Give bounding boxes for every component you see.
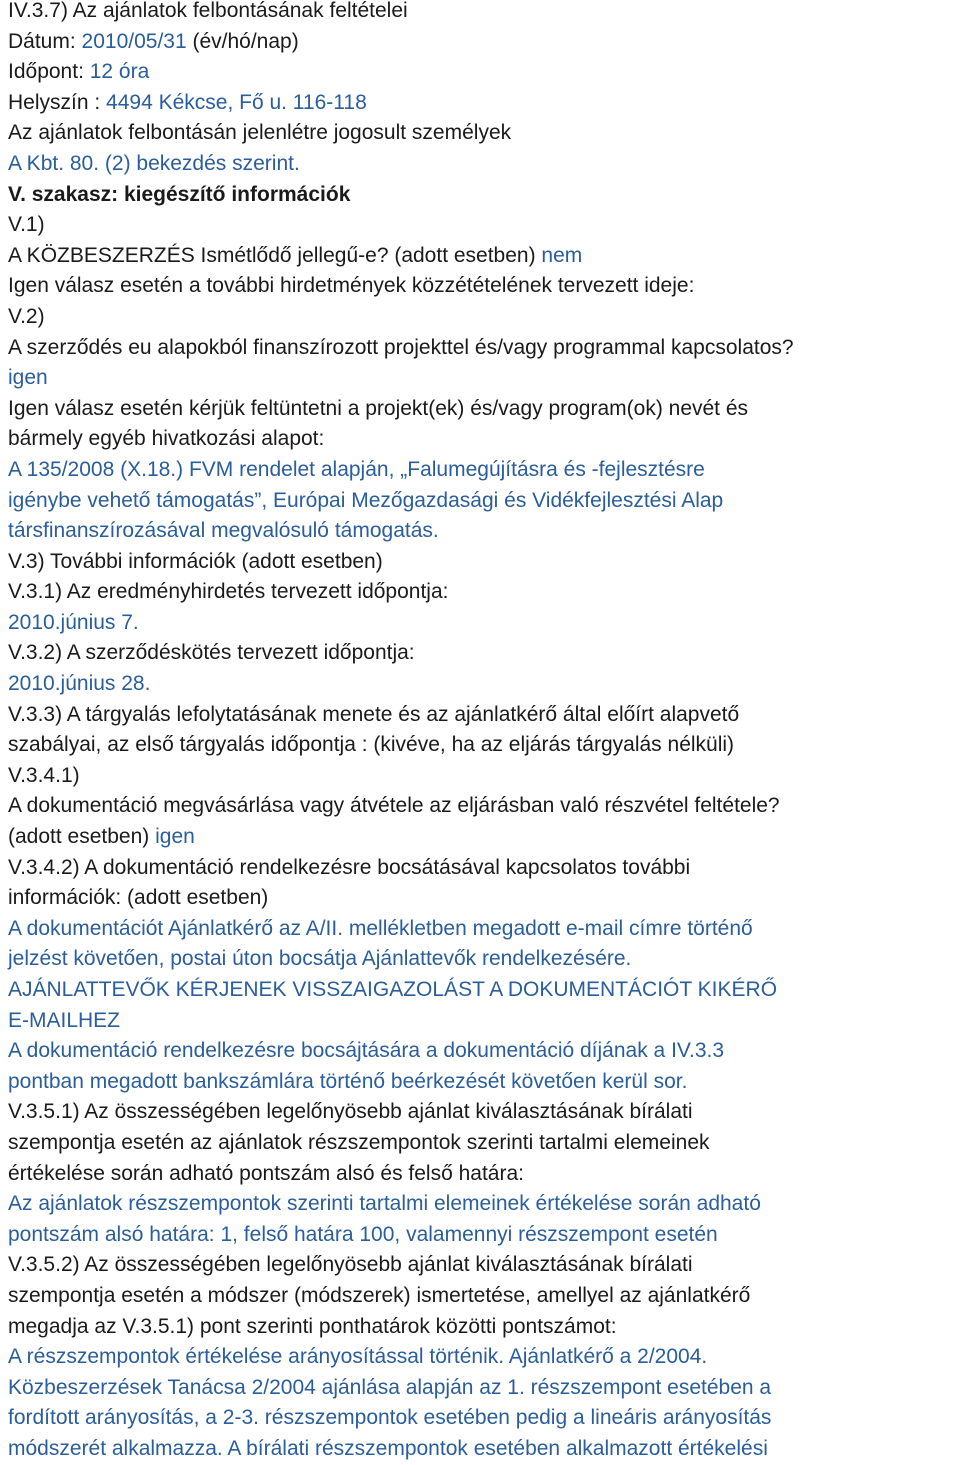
line-text: V.3.3) A tárgyalás lefolytatásának menete és az ajánlatkérő által előírt alapvető — [8, 702, 740, 726]
text-line — [8, 1220, 952, 1251]
line-value: 12 óra — [89, 60, 150, 84]
line-value: pontban megadott bankszámlára történő beérkezését követően kerül sor. — [8, 1069, 688, 1093]
text-line — [8, 822, 952, 853]
text-line — [8, 424, 952, 455]
line-value: 4494 Kékcse, Fő u. 116-118 — [106, 90, 367, 114]
text-line — [8, 363, 952, 394]
line-value: társfinanszírozásával megvalósuló támogatás. — [8, 519, 439, 543]
text-line — [8, 853, 952, 884]
text-line — [8, 883, 952, 914]
line-text: V.3) További információk (adott esetben) — [8, 549, 383, 573]
text-line — [8, 1006, 952, 1037]
text-line — [8, 1250, 952, 1281]
line-text: V.3.4.2) A dokumentáció rendelkezésre bocsátásával kapcsolatos további — [8, 855, 691, 879]
line-label: (adott esetben) — [8, 825, 156, 849]
text-line — [8, 1312, 952, 1343]
line-text: V.3.2) A szerződéskötés tervezett időpontja: — [8, 641, 415, 665]
text-line — [8, 1434, 952, 1465]
text-line — [8, 761, 952, 792]
text-line — [8, 669, 952, 700]
line-value: módszerét alkalmazza. A bírálati részszempontok esetében alkalmazott értékelési — [8, 1436, 768, 1460]
text-line — [8, 118, 952, 149]
line-text: V. szakasz: kiegészítő információk — [8, 182, 351, 206]
line-value: fordított arányosítás, a 2-3. részszempontok esetében pedig a lineáris arányosítás — [8, 1406, 772, 1430]
line-value: A részszempontok értékelése arányosítással történik. Ajánlatkérő a 2/2004. — [8, 1345, 708, 1369]
text-line — [8, 271, 952, 302]
line-value: Közbeszerzések Tanácsa 2/2004 ajánlása alapján az 1. részszempont esetében a — [8, 1375, 772, 1399]
text-line — [8, 1342, 952, 1373]
text-line — [8, 547, 952, 578]
text-line — [8, 638, 952, 669]
line-value: igen — [155, 825, 195, 849]
line-suffix: (év/hó/nap) — [186, 29, 299, 53]
line-value: pontszám alsó határa: 1, felső határa 100, valamennyi részszempont esetén — [8, 1222, 718, 1246]
line-text: információk: (adott esetben) — [8, 886, 269, 910]
line-label: Időpont: — [8, 60, 90, 84]
text-line — [8, 486, 952, 517]
line-text: szempontja esetén a módszer (módszerek) ismertetése, amellyel az ajánlatkérő — [8, 1283, 751, 1307]
text-line — [8, 210, 952, 241]
text-line — [8, 149, 952, 180]
line-label: Helyszín : — [8, 90, 107, 114]
line-value: igen — [8, 366, 48, 390]
line-text: értékelése során adható pontszám alsó és felső határa: — [8, 1161, 524, 1185]
line-value: AJÁNLATTEVŐK KÉRJENEK VISSZAIGAZOLÁST A DOKUMENTÁCIÓT KIKÉRŐ — [8, 978, 778, 1001]
text-line — [8, 1373, 952, 1404]
line-text: bármely egyéb hivatkozási alapot: — [8, 427, 325, 451]
text-line — [8, 1128, 952, 1159]
line-text: Igen válasz esetén a további hirdetmények közzétételének tervezett ideje: — [8, 274, 695, 298]
line-value: 2010.június 7. — [8, 610, 139, 634]
text-line — [8, 1403, 952, 1434]
text-line — [8, 577, 952, 608]
line-text: Igen válasz esetén kérjük feltüntetni a projekt(ek) és/vagy program(ok) nevét és — [8, 396, 749, 420]
text-line — [8, 1281, 952, 1312]
text-line — [8, 394, 952, 425]
text-line — [8, 944, 952, 975]
text-line — [8, 88, 952, 119]
line-text: Az ajánlatok felbontásán jelenlétre jogosult személyek — [8, 121, 512, 145]
line-value: igénybe vehető támogatás”, Európai Mezőgazdasági és Vidékfejlesztési Alap — [8, 488, 724, 512]
line-text: A dokumentáció megvásárlása vagy átvétele az eljárásban való részvétel feltétele? — [8, 794, 780, 818]
text-line — [8, 455, 952, 486]
text-line — [8, 241, 952, 272]
line-text: szempontja esetén az ajánlatok részszempontok szerinti tartalmi elemeinek — [8, 1130, 710, 1154]
line-label: A KÖZBESZERZÉS Ismétlődő jellegű-e? (adott esetben) — [8, 243, 542, 267]
text-line — [8, 608, 952, 639]
line-text: szabályai, az első tárgyalás időpontja : (kivéve, ha az eljárás tárgyalás nélküli) — [8, 733, 735, 757]
text-line — [8, 975, 952, 1006]
text-line — [8, 700, 952, 731]
line-value: jelzést követően, postai úton bocsátja Ajánlattevők rendelkezésére. — [8, 947, 632, 971]
line-text: V.3.5.2) Az összességében legelőnyösebb ajánlat kiválasztásának bírálati — [8, 1253, 693, 1277]
line-value: E-MAILHEZ — [8, 1008, 121, 1032]
text-line — [8, 1036, 952, 1067]
text-line — [8, 1189, 952, 1220]
text-line — [8, 914, 952, 945]
line-text: V.3.1) Az eredményhirdetés tervezett időpontja: — [8, 580, 449, 604]
text-line — [8, 516, 952, 547]
line-value: A dokumentáció rendelkezésre bocsájtására a dokumentáció díjának a IV.3.3 — [8, 1039, 725, 1063]
line-value: Az ajánlatok részszempontok szerinti tartalmi elemeinek értékelése során adható — [8, 1192, 761, 1216]
line-text: A szerződés eu alapokból finanszírozott projekttel és/vagy programmal kapcsolatos? — [8, 335, 794, 359]
text-line — [8, 791, 952, 822]
line-text: V.1) — [8, 213, 45, 237]
line-value: A 135/2008 (X.18.) FVM rendelet alapján, „Falumegújításra és -fejlesztésre — [8, 457, 705, 481]
line-value: 2010/05/31 — [81, 29, 187, 53]
text-line — [8, 0, 952, 27]
text-line — [8, 730, 952, 761]
text-line — [8, 27, 952, 58]
line-value: 2010.június 28. — [8, 672, 151, 696]
line-text: IV.3.7) Az ajánlatok felbontásának feltételei — [8, 0, 408, 22]
text-line — [8, 1097, 952, 1128]
line-text: V.3.5.1) Az összességében legelőnyösebb ajánlat kiválasztásának bírálati — [8, 1100, 693, 1124]
text-line — [8, 302, 952, 333]
text-line — [8, 1159, 952, 1190]
line-text: V.3.4.1) — [8, 763, 80, 787]
text-line — [8, 1067, 952, 1098]
line-value: A Kbt. 80. (2) bekezdés szerint. — [8, 151, 300, 175]
text-line — [8, 333, 952, 364]
line-label: Dátum: — [8, 29, 82, 53]
text-line — [8, 57, 952, 88]
line-value: A dokumentációt Ajánlatkérő az A/II. mellékletben megadott e-mail címre történő — [8, 916, 753, 940]
line-text: V.2) — [8, 304, 45, 328]
line-value: nem — [541, 243, 583, 267]
text-line — [8, 180, 952, 211]
line-text: megadja az V.3.5.1) pont szerinti ponthatárok közötti pontszámot: — [8, 1314, 617, 1338]
